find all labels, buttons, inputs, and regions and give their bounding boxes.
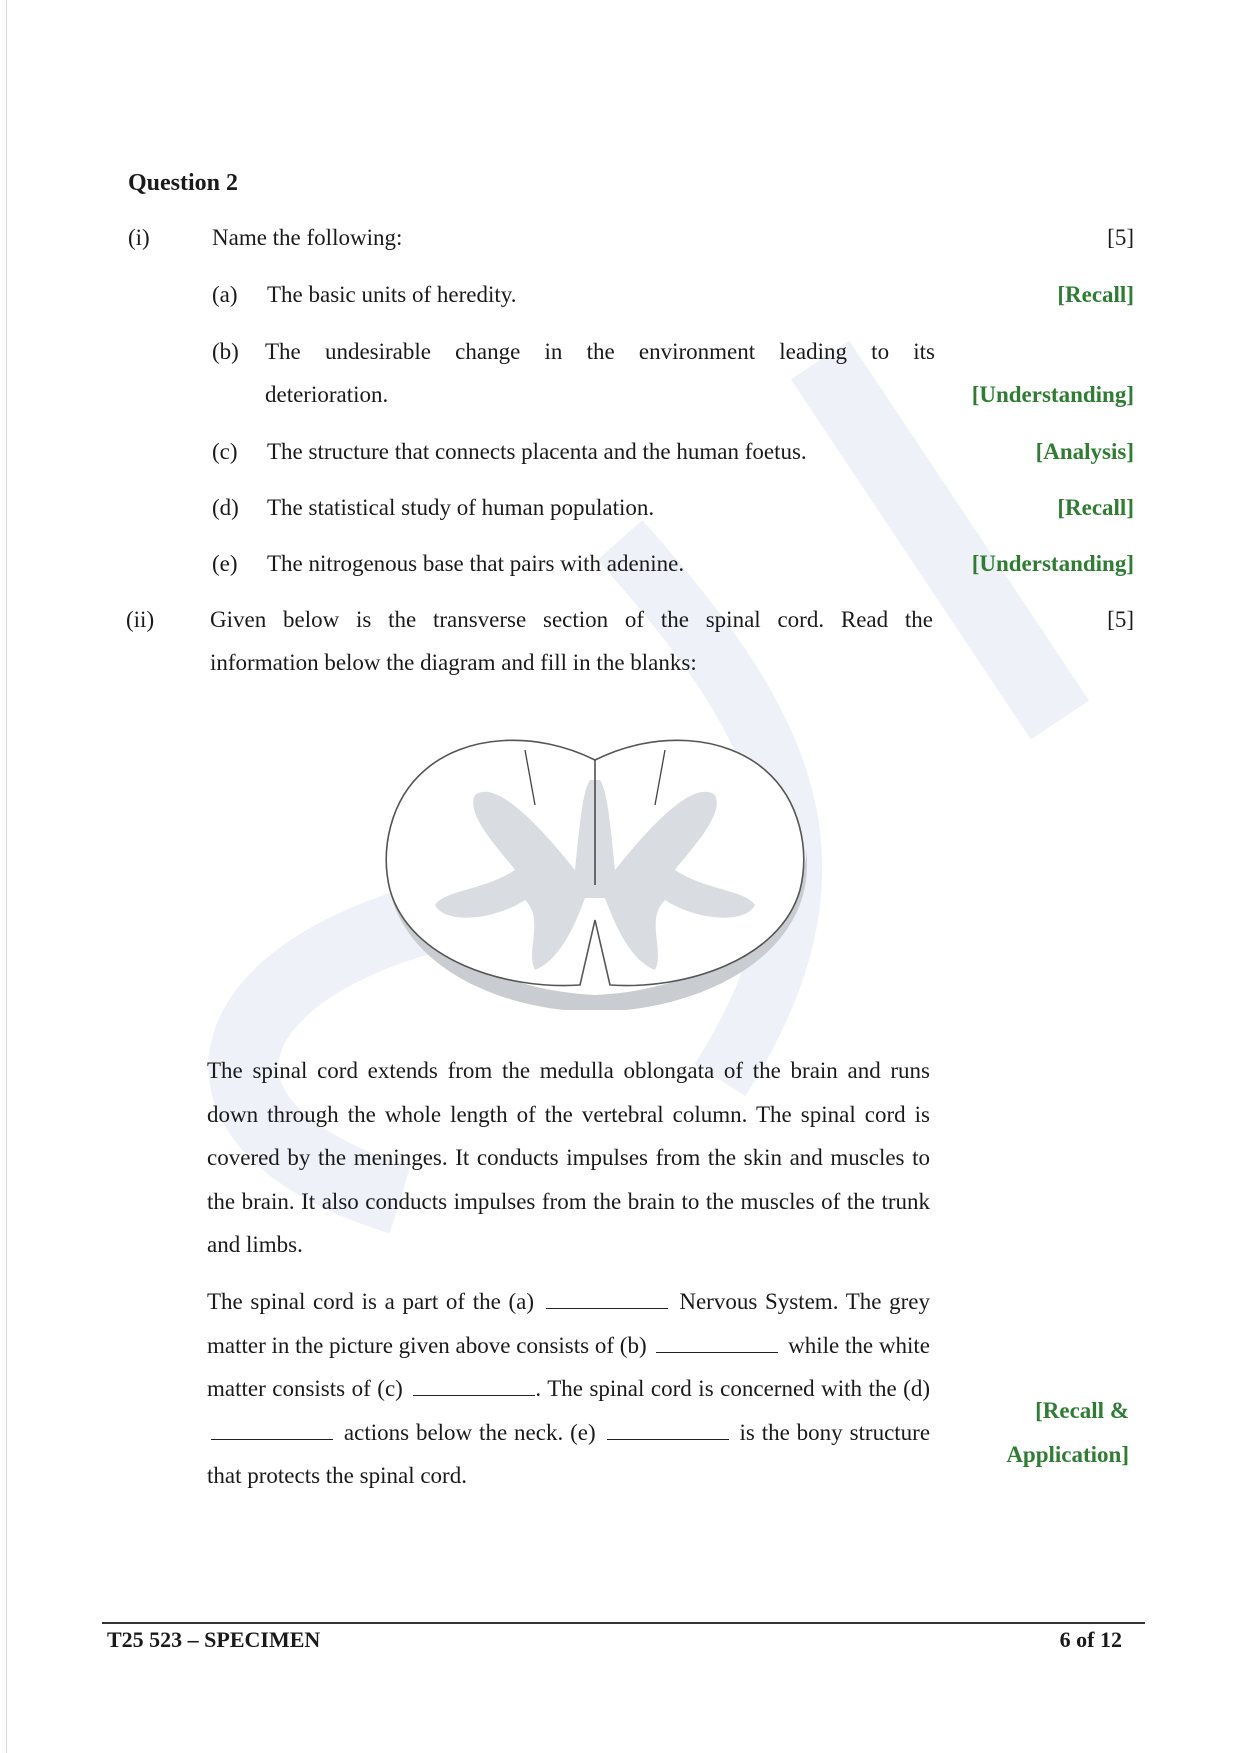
item-b-text-line1: The undesirable change in the environment leading to its [265,339,935,364]
item-e-text: The nitrogenous base that pairs with adenine. [267,551,685,576]
fill-s3: while the white matter consists of (c) [207,1332,931,1401]
fill-in-blanks-paragraph [207,1280,930,1498]
part-i-prompt: Name the following: [212,225,403,250]
footer-page-number: 6 of 12 [1059,1627,1122,1652]
footer-paper-code: T25 523 – SPECIMEN [107,1627,321,1652]
item-a-tag: [Recall] [1057,282,1134,307]
item-b-letter: (b) [212,339,239,364]
part-ii-prompt-line2: information below the diagram and fill in the blanks: [210,650,697,675]
blank-c[interactable] [413,1377,535,1396]
item-e-letter: (e) [212,551,238,576]
blank-a[interactable] [546,1290,668,1309]
fill-s4: . The spinal cord is concerned with the (d) [535,1376,930,1401]
item-a-letter: (a) [212,282,238,307]
question-title: Question 2 [128,170,239,196]
part-ii-tag-line1: [Recall & [1035,1398,1129,1423]
item-b-text-line2: deterioration. [265,382,389,407]
page-edge-rule [6,0,7,1753]
fill-s2: Nervous System. The grey matter in the picture given above consists of (b) [207,1289,930,1358]
footer-divider [102,1622,1145,1624]
fill-s1: The spinal cord is a part of the (a) [207,1289,535,1314]
item-e-tag: [Understanding] [971,551,1134,576]
blank-d[interactable] [211,1421,333,1440]
item-c-letter: (c) [212,439,238,464]
item-d-text: The statistical study of human population. [267,495,655,520]
part-ii-label: (ii) [126,607,155,632]
item-a-text: The basic units of heredity. [267,282,517,307]
item-d-tag: [Recall] [1057,495,1134,520]
part-ii-marks: [5] [1107,607,1134,632]
item-c-tag: [Analysis] [1035,439,1134,464]
part-ii-prompt-line1: Given below is the transverse section of the spinal cord. Read the [210,607,933,632]
item-c-text: The structure that connects placenta and the human foetus. [267,439,807,464]
passage-text: The spinal cord extends from the medulla oblongata of the brain and runs down through the whole length of the vertebral column. The spinal cord is covered by the meninges. It conducts impulses from the skin and muscles to the brain. It also conducts impulses from the brain to the muscles of the trunk and limbs. [207,1058,930,1257]
part-ii-tag-line2: Application] [1006,1442,1129,1467]
spinal-cord-diagram [375,720,815,1010]
blank-e[interactable] [607,1421,729,1440]
item-d-letter: (d) [212,495,239,520]
part-i-label: (i) [128,225,150,250]
item-b-tag: [Understanding] [971,382,1134,407]
part-i-marks: [5] [1107,225,1134,250]
fill-s5: actions below the neck. (e) [343,1419,596,1445]
blank-b[interactable] [656,1334,778,1353]
fill-s6: is the bony structure that protects the spinal cord. [207,1419,931,1488]
